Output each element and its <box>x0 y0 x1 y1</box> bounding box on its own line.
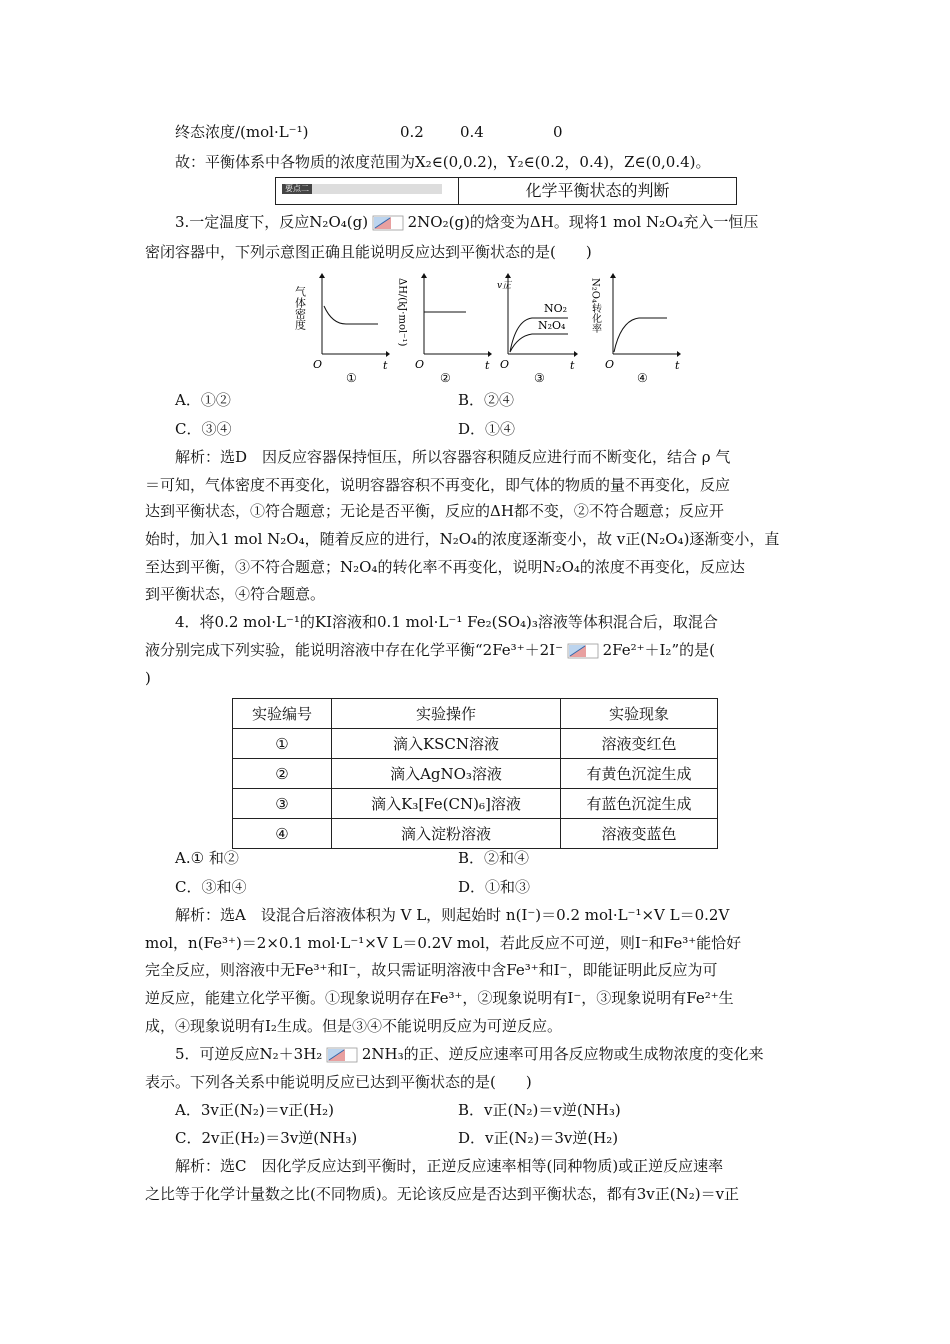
graph-4-ylabel: N₂O₄转化率 <box>589 278 601 333</box>
range-conclusion: 故：平衡体系中各物质的浓度范围为X₂∈(0,0.2)，Y₂∈(0.2，0.4)，Z∈(0,0.4)。 <box>175 153 711 171</box>
q3-analysis-line: 至达到平衡，③不符合题意；N₂O₄的转化率不再变化，说明N₂O₄的浓度不再变化，反应达 <box>145 558 745 576</box>
q3-stem-part1: 3.一定温度下，反应N₂O₄(g) <box>175 213 369 231</box>
experiment-table <box>232 698 718 849</box>
final-conc-z: 0 <box>553 123 563 141</box>
q5-option-c[interactable]: C．2v正(H₂)＝3v逆(NH₃) <box>175 1129 358 1147</box>
graph-3-number: ③ <box>534 371 545 385</box>
final-conc-x2: 0.2 <box>400 123 424 141</box>
q3-option-c[interactable]: C．③④ <box>175 420 232 438</box>
table-cell: ③ <box>233 789 332 819</box>
q4-stem-line3: ) <box>145 669 151 687</box>
graph-1-ylabel: 气体密度 <box>293 286 307 330</box>
graph-4-curve <box>614 318 667 352</box>
graph-3-xlabel: t <box>570 359 575 372</box>
table-cell: ④ <box>233 819 332 849</box>
section-tag-bar <box>312 184 442 194</box>
q4-option-b[interactable]: B．②和④ <box>458 849 530 867</box>
graph-1-number: ① <box>346 371 357 385</box>
q4-analysis-line: mol，n(Fe³⁺)＝2×0.1 mol·L⁻¹×V L＝0.2V mol，若此反应不可逆，则I⁻和Fe³⁺能恰好 <box>145 934 742 952</box>
graph-2-xlabel: t <box>485 359 490 372</box>
table-cell: ① <box>233 729 332 759</box>
table-cell: 滴入AgNO₃溶液 <box>332 759 561 789</box>
graph-4-xlabel: t <box>675 359 680 372</box>
table-header-cell: 实验操作 <box>332 699 561 729</box>
table-row <box>233 729 718 759</box>
graph-3-label-no2: NO₂ <box>544 302 568 315</box>
section-header <box>275 177 737 205</box>
q3-stem-part2: 2NO₂(g)的焓变为ΔH。现将1 mol N₂O₄充入一恒压 <box>407 213 759 231</box>
q3-analysis-line: 达到平衡状态，①符合题意；无论是否平衡，反应的ΔH都不变，②不符合题意；反应开 <box>145 502 724 520</box>
q3-option-a[interactable]: A．①② <box>175 391 231 409</box>
graph-4-conversion <box>589 272 703 387</box>
q4-analysis-line: 完全反应，则溶液中无Fe³⁺和I⁻，故只需证明溶液中含Fe³⁺和I⁻，即能证明此反应为可 <box>145 961 718 979</box>
q5-option-b[interactable]: B．v正(N₂)＝v逆(NH₃) <box>458 1101 621 1119</box>
table-row <box>233 819 718 849</box>
graph-3-curve-n2o4 <box>510 334 568 352</box>
graph-2-number: ② <box>440 371 451 385</box>
graph-1-gas-density <box>293 272 408 387</box>
q5-stem-line2: 表示。下列各关系中能说明反应已达到平衡状态的是( ) <box>145 1073 532 1091</box>
table-row <box>233 789 718 819</box>
q5-analysis-line: 之比等于化学计量数之比(不同物质)。无论该反应是否达到平衡状态，都有3v正(N₂)＝v正 <box>145 1185 740 1203</box>
final-conc-label: 终态浓度/(mol·L⁻¹) <box>175 123 309 141</box>
table-cell: 溶液变蓝色 <box>561 819 718 849</box>
q3-stem-line1 <box>175 211 810 233</box>
equilibrium-arrow-icon <box>373 216 403 230</box>
final-conc-y2: 0.4 <box>460 123 484 141</box>
q4-analysis-line: 逆反应，能建立化学平衡。①现象说明存在Fe³⁺，②现象说明有I⁻，③现象说明有Fe²⁺生 <box>145 989 734 1007</box>
equilibrium-arrow-icon <box>327 1048 357 1062</box>
q3-analysis-line: 到平衡状态，④符合题意。 <box>145 585 326 603</box>
q4-option-d[interactable]: D．①和③ <box>458 878 531 896</box>
q5-analysis-line: 解析：选C 因化学反应达到平衡时，正逆反应速率相等(同种物质)或正逆反应速率 <box>175 1157 724 1175</box>
graph-1-curve <box>324 306 378 324</box>
table-cell: 有黄色沉淀生成 <box>561 759 718 789</box>
q4-stem-part2: 2Fe²⁺＋I₂”的是( <box>602 641 715 659</box>
table-header-cell: 实验编号 <box>233 699 332 729</box>
q4-option-c[interactable]: C．③和④ <box>175 878 247 896</box>
q5-stem-part2: 2NH₃的正、逆反应速率可用各反应物或生成物浓度的变化来 <box>361 1045 764 1063</box>
equilibrium-arrow-icon <box>568 644 598 658</box>
graph-1-origin: O <box>313 358 323 371</box>
table-header-row <box>233 699 718 729</box>
graph-3-rate <box>492 272 602 387</box>
q3-stem-line2: 密闭容器中，下列示意图正确且能说明反应达到平衡状态的是( ) <box>145 243 592 261</box>
table-cell: 滴入KSCN溶液 <box>332 729 561 759</box>
section-tag-label: 要点二 <box>282 184 312 194</box>
section-tag <box>276 178 459 204</box>
q3-analysis-line: 始时，加入1 mol N₂O₄，随着反应的进行，N₂O₄的浓度逐渐变小，故 v正(N₂O₄)逐渐变小，直 <box>145 530 780 548</box>
graph-2-origin: O <box>415 358 425 371</box>
table-header-cell: 实验现象 <box>561 699 718 729</box>
final-conc-row <box>175 121 810 143</box>
q3-option-b[interactable]: B．②④ <box>458 391 515 409</box>
q3-option-d[interactable]: D．①④ <box>458 420 516 438</box>
table-cell: 溶液变红色 <box>561 729 718 759</box>
q4-option-a[interactable]: A.① 和② <box>175 849 239 867</box>
q5-option-d[interactable]: D．v正(N₂)＝3v逆(H₂) <box>458 1129 619 1147</box>
graph-4-number: ④ <box>637 371 648 385</box>
table-cell: 滴入K₃[Fe(CN)₆]溶液 <box>332 789 561 819</box>
graph-3-label-n2o4: N₂O₄ <box>538 319 566 332</box>
graph-1-xlabel: t <box>383 359 388 372</box>
q3-analysis-line: ＝可知，气体密度不再变化，说明容器容积不再变化，即气体的物质的量不再变化，反应 <box>145 476 731 494</box>
q4-stem-part1: 液分别完成下列实验，能说明溶液中存在化学平衡“2Fe³⁺＋2I⁻ <box>145 641 563 659</box>
q5-stem-line1 <box>175 1043 810 1065</box>
q4-stem-line2 <box>145 639 810 661</box>
q5-option-a[interactable]: A．3v正(N₂)＝v正(H₂) <box>175 1101 334 1119</box>
table-cell: 有蓝色沉淀生成 <box>561 789 718 819</box>
table-row <box>233 759 718 789</box>
q4-stem-line1: 4．将0.2 mol·L⁻¹的KI溶液和0.1 mol·L⁻¹ Fe₂(SO₄)₃溶液等体积混合后，取混合 <box>175 613 718 631</box>
graph-3-ylabel: v正 <box>497 281 512 291</box>
graph-4-origin: O <box>605 358 615 371</box>
q4-analysis-line: 成，④现象说明有I₂生成。但是③④不能说明反应为可逆反应。 <box>145 1017 562 1035</box>
section-title: 化学平衡状态的判断 <box>525 181 670 200</box>
graph-3-origin: O <box>500 358 510 371</box>
graph-2-ylabel: ΔH/(kJ·mol⁻¹) <box>396 278 408 347</box>
q4-analysis-line: 解析：选A 设混合后溶液体积为 V L，则起始时 n(I⁻)＝0.2 mol·L⁻¹×V L＝0.2V <box>175 906 730 924</box>
table-cell: 滴入淀粉溶液 <box>332 819 561 849</box>
q5-stem-part1: 5．可逆反应N₂＋3H₂ <box>175 1045 323 1063</box>
q3-analysis-line: 解析：选D 因反应容器保持恒压，所以容器容积随反应进行而不断变化，结合 ρ 气 <box>175 448 731 466</box>
table-cell: ② <box>233 759 332 789</box>
